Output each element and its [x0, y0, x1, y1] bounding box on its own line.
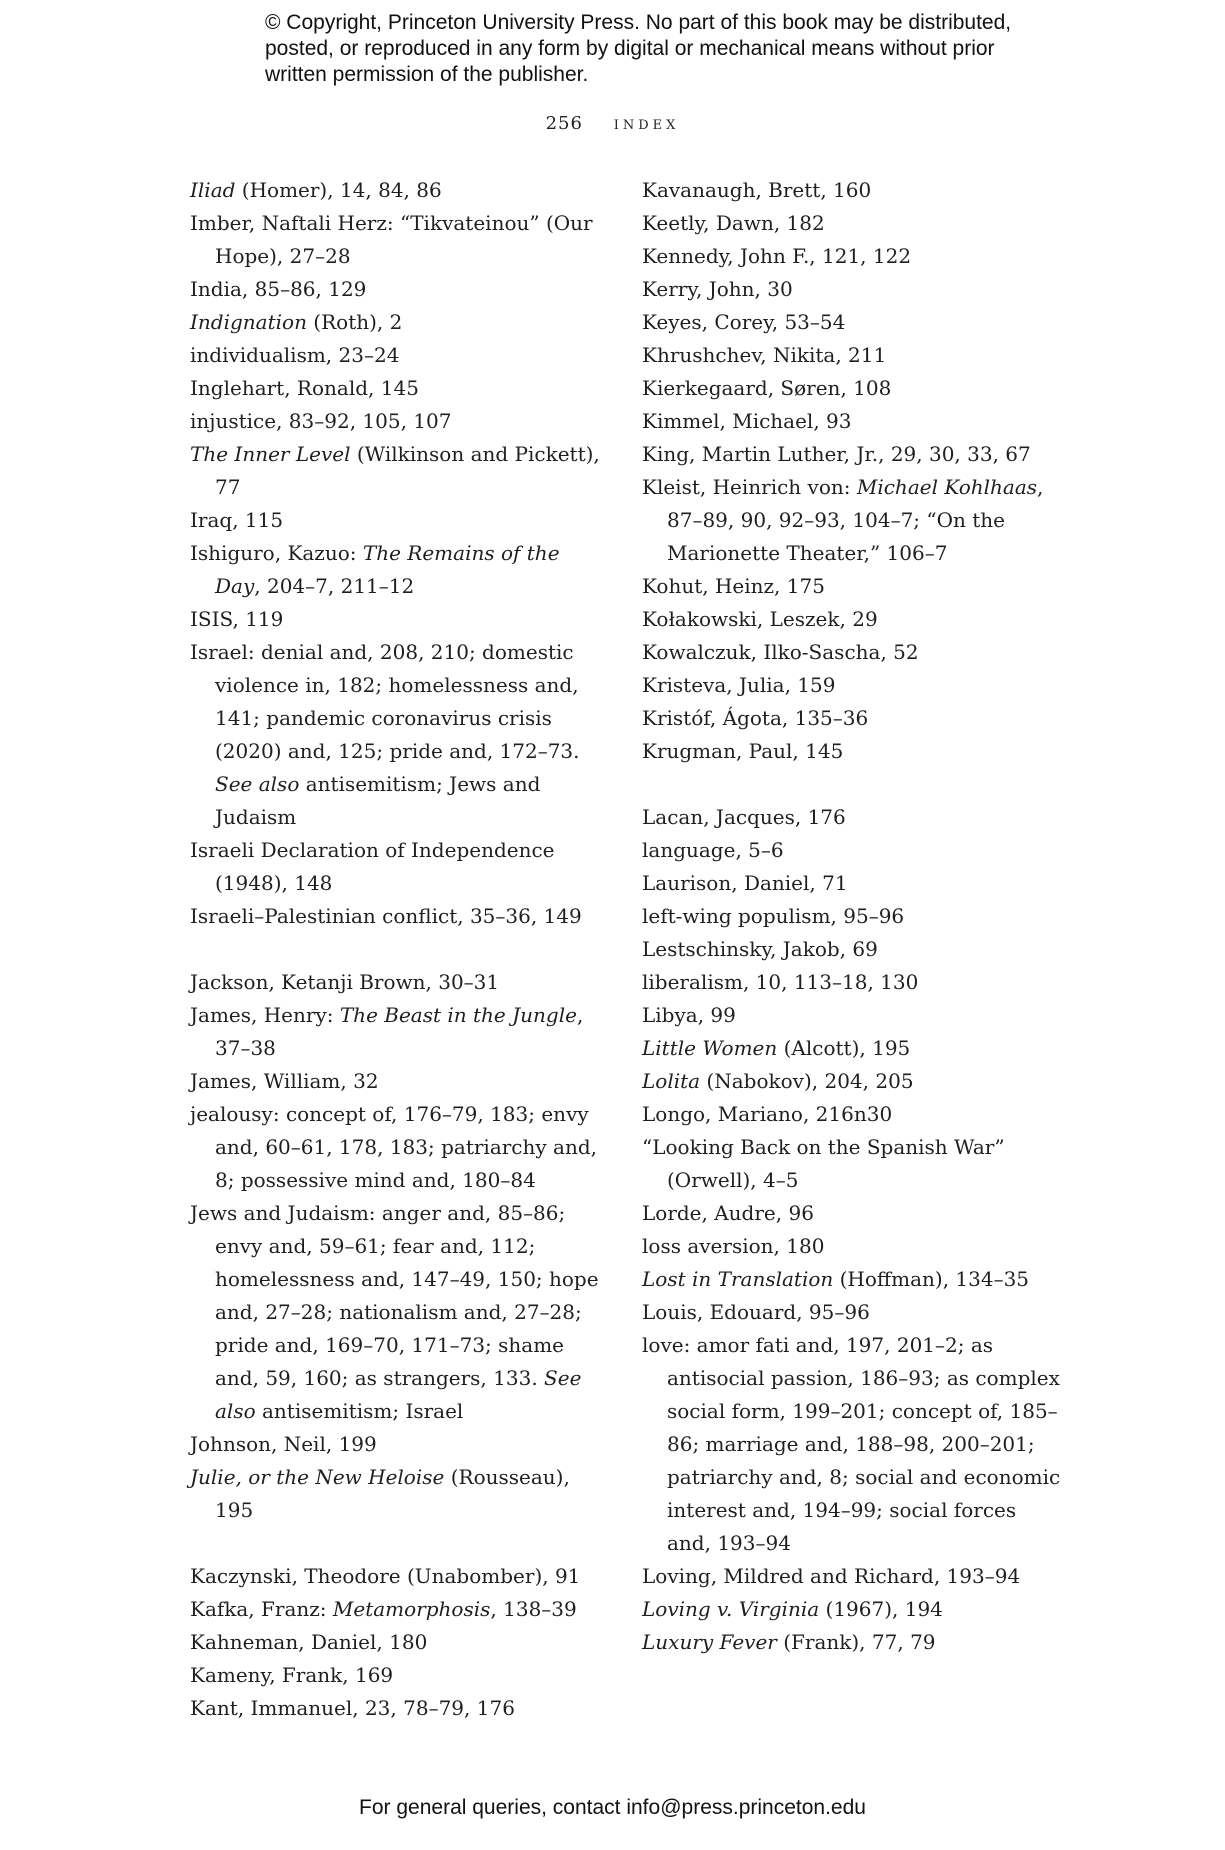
index-entry-text: Kennedy, John F., 121, 122	[642, 244, 912, 268]
index-entry-text: language, 5–6	[642, 838, 784, 862]
index-entry-text: Kavanaugh, Brett, 160	[642, 178, 872, 202]
index-entry-text: injustice, 83–92, 105, 107	[190, 409, 452, 433]
index-entry-text: Krugman, Paul, 145	[642, 739, 844, 763]
index-entry-text: Lestschinsky, Jakob, 69	[642, 937, 878, 961]
index-entry	[642, 999, 1062, 1032]
index-entry	[190, 1692, 610, 1725]
index-column-left	[190, 174, 610, 1725]
index-entry-text: Longo, Mariano, 216n30	[642, 1102, 893, 1126]
index-entry	[642, 207, 1062, 240]
index-entry-title: Indignation	[190, 310, 307, 334]
index-entry-text: liberalism, 10, 113–18, 130	[642, 970, 919, 994]
index-entry	[642, 1098, 1062, 1131]
index-entry	[190, 1197, 610, 1428]
index-entry-text: , 138–39	[490, 1597, 577, 1621]
index-entry	[642, 273, 1062, 306]
index-entry	[642, 702, 1062, 735]
index-entry-text: Inglehart, Ronald, 145	[190, 376, 419, 400]
index-entry-text: Kristeva, Julia, 159	[642, 673, 836, 697]
index-entry	[190, 273, 610, 306]
index-entry	[642, 801, 1062, 834]
index-entry	[190, 1560, 610, 1593]
index-entry-title: Iliad	[190, 178, 236, 202]
index-entry	[642, 636, 1062, 669]
index-entry-text: Kimmel, Michael, 93	[642, 409, 852, 433]
index-entry	[642, 174, 1062, 207]
index-entry	[642, 1065, 1062, 1098]
index-entry-title: The Beast in the Jungle	[339, 1003, 577, 1027]
index-entry-text: Keetly, Dawn, 182	[642, 211, 825, 235]
index-entry	[642, 1263, 1062, 1296]
index-entry-text: James, Henry:	[190, 1003, 340, 1027]
index-entry	[190, 636, 610, 834]
index-entry	[642, 471, 1062, 570]
index-entry	[642, 1593, 1062, 1626]
index-entry-text: Israel: denial and, 208, 210; domestic violence in, 182; homelessness and, 141; pandemic coronavirus crisis (2020) and, 125; pride and, 172–73.	[190, 640, 580, 763]
index-entry-text: Kristóf, Ágota, 135–36	[642, 706, 869, 730]
index-entry	[642, 933, 1062, 966]
index-entry-text: Khrushchev, Nikita, 211	[642, 343, 887, 367]
index-entry-text: Israeli Declaration of Independence (1948), 148	[190, 838, 555, 895]
index-entry-text: (Wilkinson and Pickett), 77	[215, 442, 600, 499]
index-entry	[642, 1560, 1062, 1593]
index-entry-text: Kant, Immanuel, 23, 78–79, 176	[190, 1696, 515, 1720]
index-entry-text: (Hoffman), 134–35	[833, 1267, 1030, 1291]
index-entry-title: Lolita	[642, 1069, 701, 1093]
index-entry	[190, 1659, 610, 1692]
index-entry-text: Louis, Edouard, 95–96	[642, 1300, 870, 1324]
index-entry-text: Kahneman, Daniel, 180	[190, 1630, 428, 1654]
index-entry-title: Lost in Translation	[642, 1267, 834, 1291]
index-entry	[642, 1296, 1062, 1329]
index-entry	[642, 1626, 1062, 1659]
index-entry	[642, 372, 1062, 405]
index-entry-text: Kaczynski, Theodore (Unabomber), 91	[190, 1564, 581, 1588]
index-entry	[190, 900, 610, 933]
index-entry-text: Ishiguro, Kazuo:	[190, 541, 363, 565]
index-entry	[642, 834, 1062, 867]
index-entry-title: Loving v. Virginia	[642, 1597, 820, 1621]
index-entry	[642, 438, 1062, 471]
index-entry	[642, 306, 1062, 339]
index-entry-title: See also	[215, 1366, 582, 1423]
index-entry-text: Jews and Judaism: anger and, 85–86; envy and, 59–61; fear and, 112; homelessness and, 147–49, 150; hope and, 27–28; nationalism and, 27–28; pride and, 169–70, 171–73; shame and, 59, 160; as strangers, 133.	[190, 1201, 599, 1390]
index-entry-text: left-wing populism, 95–96	[642, 904, 905, 928]
index-entry-text: (Nabokov), 204, 205	[700, 1069, 914, 1093]
index-entry	[642, 603, 1062, 636]
index-entry-title: The Inner Level	[190, 442, 351, 466]
index-entry-text: Iraq, 115	[190, 508, 284, 532]
index-entry-text: James, William, 32	[190, 1069, 379, 1093]
index-entry	[642, 570, 1062, 603]
footer-contact: For general queries, contact info@press.princeton.edu	[359, 1796, 866, 1819]
index-entry	[190, 339, 610, 372]
index-entry	[642, 1032, 1062, 1065]
index-entry	[190, 966, 610, 999]
index-entry	[190, 603, 610, 636]
index-entry	[642, 1230, 1062, 1263]
index-entry	[642, 735, 1062, 768]
index-entry	[190, 438, 610, 504]
index-entry	[190, 174, 610, 207]
index-entry	[642, 1131, 1062, 1197]
index-entry-text: (Homer), 14, 84, 86	[235, 178, 442, 202]
index-entry-text: Kohut, Heinz, 175	[642, 574, 825, 598]
index-entry-text: Keyes, Corey, 53–54	[642, 310, 846, 334]
index-entry-text: Laurison, Daniel, 71	[642, 871, 848, 895]
index-entry-text: King, Martin Luther, Jr., 29, 30, 33, 67	[642, 442, 1031, 466]
index-entry	[642, 867, 1062, 900]
index-entry-text: Kierkegaard, Søren, 108	[642, 376, 892, 400]
section-title: index	[613, 113, 680, 134]
index-entry-text: love: amor fati and, 197, 201–2; as antisocial passion, 186–93; as complex social form, 199–201; concept of, 185–86; marriage and, 188–98, 200–201; patriarchy and, 8; social and economic interest and, 194–99; social forces and, 193–94	[642, 1333, 1061, 1555]
index-entry-text: (Frank), 77, 79	[776, 1630, 936, 1654]
index-entry-title: Little Women	[642, 1036, 778, 1060]
page-number: 256	[545, 113, 583, 134]
index-entry-text: Kołakowski, Leszek, 29	[642, 607, 878, 631]
index-entry-title: Luxury Fever	[642, 1630, 777, 1654]
index-entry-text: antisemitism; Israel	[255, 1399, 464, 1423]
index-entry	[190, 999, 610, 1065]
index-entry-text: Kerry, John, 30	[642, 277, 793, 301]
index-entry-text: Loving, Mildred and Richard, 193–94	[642, 1564, 1021, 1588]
index-entry	[190, 405, 610, 438]
index-entry	[642, 1329, 1062, 1560]
running-head	[0, 113, 1225, 134]
index-entry	[190, 1626, 610, 1659]
index-entry	[642, 339, 1062, 372]
index-entry	[190, 1428, 610, 1461]
index-entry-text: Lacan, Jacques, 176	[642, 805, 846, 829]
index-entry	[190, 1461, 610, 1527]
index-entry-text: “Looking Back on the Spanish War” (Orwell), 4–5	[642, 1135, 1005, 1192]
index-entry-text: Lorde, Audre, 96	[642, 1201, 814, 1225]
index-entry	[190, 306, 610, 339]
index-entry	[190, 537, 610, 603]
index-entry-text: (1967), 194	[819, 1597, 943, 1621]
index-entry	[190, 1593, 610, 1626]
index-entry-text: , 37–38	[215, 1003, 584, 1060]
index-entry-text: Kameny, Frank, 169	[190, 1663, 394, 1687]
index-entry-text: (Alcott), 195	[777, 1036, 911, 1060]
index-entry-text: , 87–89, 90, 92–93, 104–7; “On the Marionette Theater,” 106–7	[667, 475, 1044, 565]
index-entry-text: Kafka, Franz:	[190, 1597, 333, 1621]
index-entry-title: See also	[215, 772, 300, 796]
index-entry-text: loss aversion, 180	[642, 1234, 825, 1258]
index-entry-title: Michael Kohlhaas	[856, 475, 1038, 499]
index-entry-text: (Rousseau), 195	[215, 1465, 570, 1522]
index-entry-text: Jackson, Ketanji Brown, 30–31	[190, 970, 500, 994]
copyright-notice: © Copyright, Princeton University Press. No part of this book may be distributed, posted, or reproduced in any form by digital or mechanical means without prior written permission of the publisher.	[265, 11, 1012, 86]
index-entry-title: Metamorphosis	[332, 1597, 491, 1621]
index-entry	[190, 834, 610, 900]
index-entry-text: (Roth), 2	[306, 310, 403, 334]
index-entry	[190, 1098, 610, 1197]
index-entry	[190, 504, 610, 537]
index-entry-text: antisemitism; Jews and Judaism	[215, 772, 541, 829]
index-entry-title: Julie, or the New Heloise	[190, 1465, 445, 1489]
index-entry	[190, 207, 610, 273]
index-entry-text: Libya, 99	[642, 1003, 736, 1027]
index-entry-title: The Remains of the Day	[215, 541, 560, 598]
index-entry	[642, 966, 1062, 999]
index-entry-text: , 204–7, 211–12	[254, 574, 415, 598]
index-entry-text: ISIS, 119	[190, 607, 284, 631]
index-entry-text: Kowalczuk, Ilko-Sascha, 52	[642, 640, 919, 664]
index-entry	[642, 1197, 1062, 1230]
index-entry	[642, 669, 1062, 702]
index-entry-text: individualism, 23–24	[190, 343, 400, 367]
index-entry	[642, 405, 1062, 438]
index-entry-text: Johnson, Neil, 199	[190, 1432, 377, 1456]
index-entry-text: India, 85–86, 129	[190, 277, 367, 301]
index-entry	[190, 1065, 610, 1098]
index-column-right	[642, 174, 1062, 1659]
index-entry-text: Israeli–Palestinian conflict, 35–36, 149	[190, 904, 582, 928]
index-entry-text: Kleist, Heinrich von:	[642, 475, 857, 499]
index-entry	[642, 900, 1062, 933]
index-entry	[642, 240, 1062, 273]
index-entry-text: jealousy: concept of, 176–79, 183; envy and, 60–61, 178, 183; patriarchy and, 8; possessive mind and, 180–84	[190, 1102, 598, 1192]
index-entry	[190, 372, 610, 405]
index-entry-text: Imber, Naftali Herz: “Tikvateinou” (Our Hope), 27–28	[190, 211, 593, 268]
